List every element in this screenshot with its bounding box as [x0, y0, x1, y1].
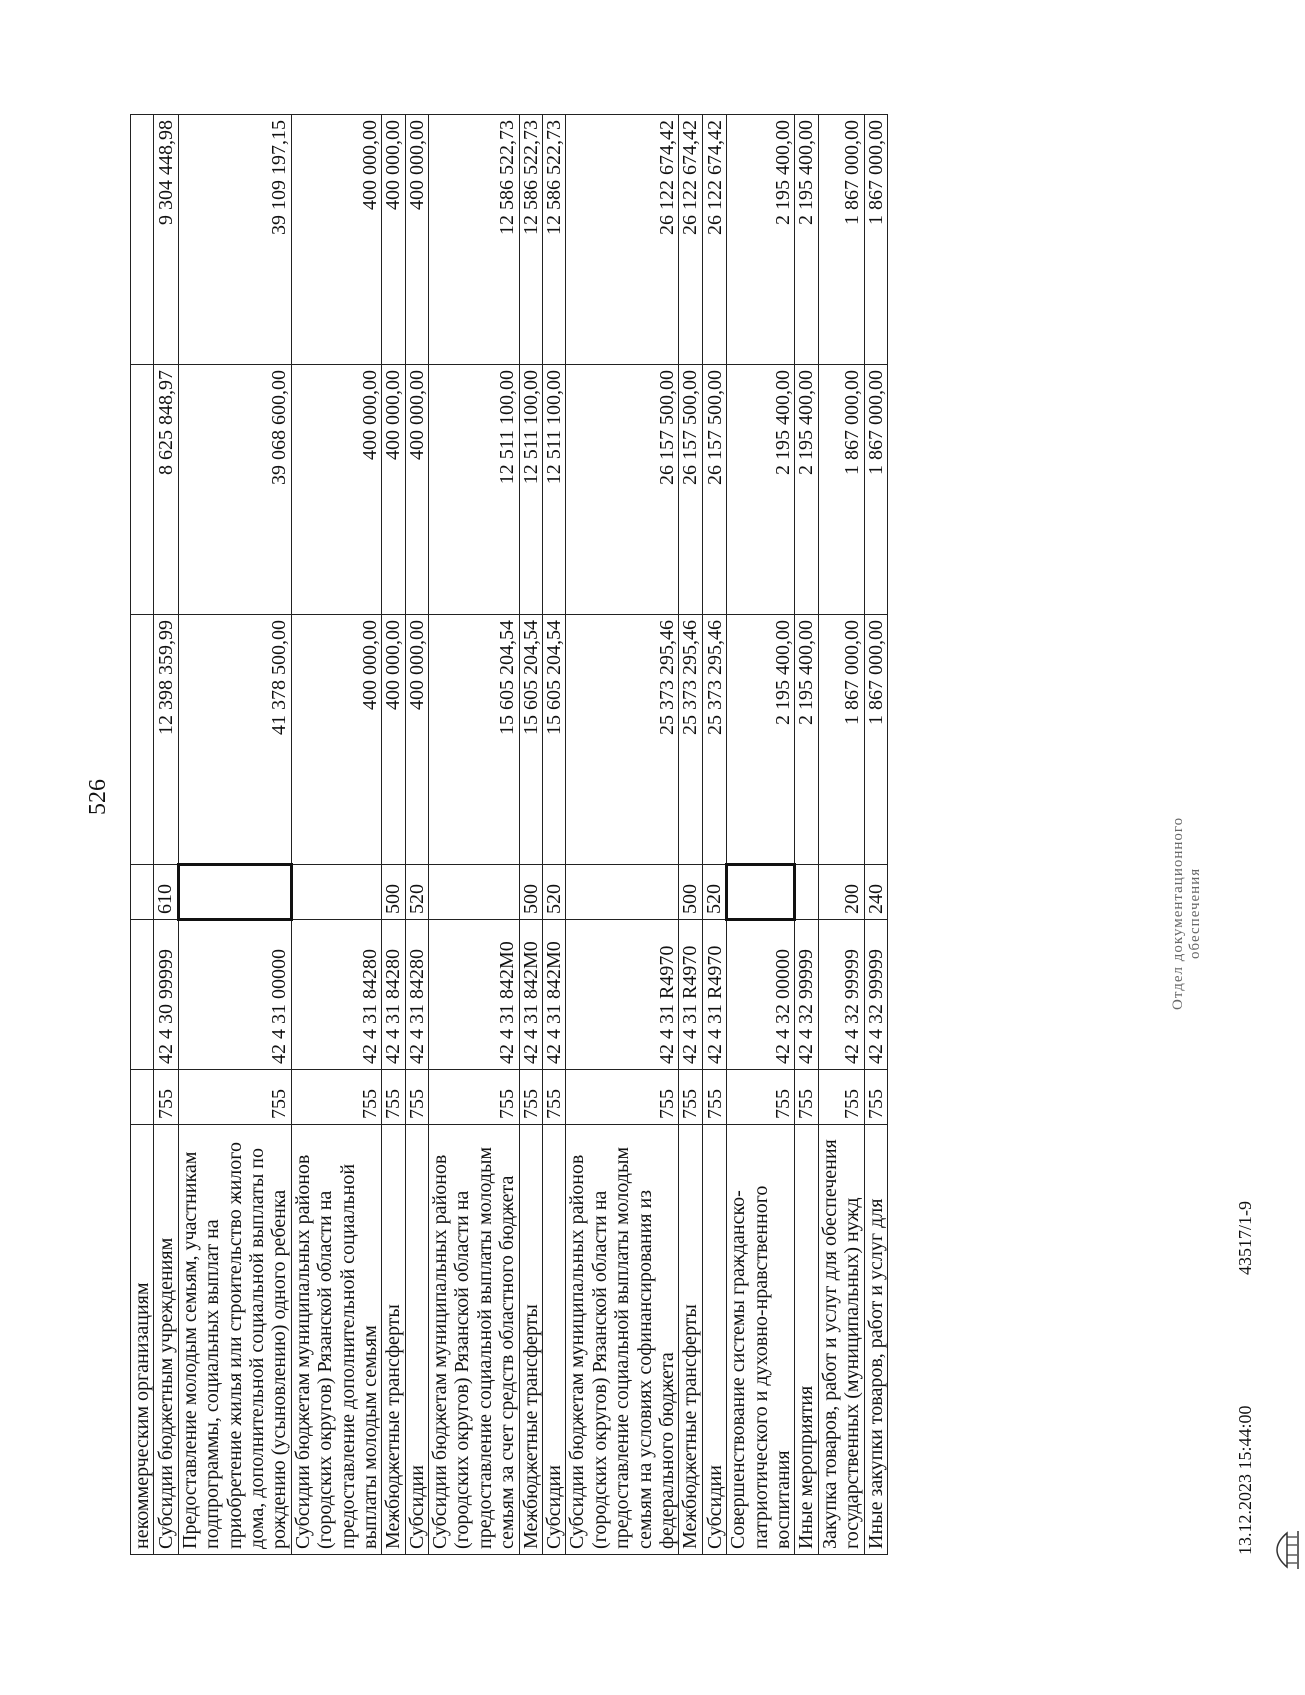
- row-amount-year3: 26 122 674,42: [679, 115, 702, 365]
- row-vr: [795, 865, 818, 920]
- row-vr: [429, 865, 520, 920]
- row-amount-year3: 1 867 000,00: [864, 115, 887, 365]
- row-ved: 755: [727, 1070, 795, 1125]
- row-amount-year2: 400 000,00: [291, 365, 382, 615]
- row-vr: [178, 865, 291, 920]
- table-row: [818, 115, 864, 1555]
- row-amount-year1: 400 000,00: [291, 615, 382, 865]
- row-name: Закупка товаров, работ и услуг для обеспечения государственных (муниципальных) нужд: [818, 1125, 864, 1555]
- row-ved: 755: [543, 1070, 566, 1125]
- department-stamp: Отдел документационного обеспечения: [1170, 816, 1203, 1010]
- table-row: [864, 115, 887, 1555]
- row-csr: 42 4 32 99999: [795, 920, 818, 1070]
- row-csr: 42 4 32 99999: [864, 920, 887, 1070]
- table-row: [131, 115, 154, 1555]
- table-row: [382, 115, 405, 1555]
- row-vr: 610: [154, 865, 178, 920]
- row-amount-year3: 1 867 000,00: [818, 115, 864, 365]
- row-amount-year1: 15 605 204,54: [543, 615, 566, 865]
- row-amount-year3: 26 122 674,42: [566, 115, 679, 365]
- document-code: 43517/1-9: [1235, 1201, 1255, 1275]
- row-csr: 42 4 31 842М0: [543, 920, 566, 1070]
- row-amount-year1: 25 373 295,46: [702, 615, 726, 865]
- row-amount-year2: 1 867 000,00: [818, 365, 864, 615]
- row-amount-year2: [131, 365, 154, 615]
- row-amount-year3: 12 586 522,73: [519, 115, 542, 365]
- row-name: Субсидии бюджетам муниципальных районов (городских округов) Рязанской области на предоставление социальной выплаты молодым семьям на условиях софинансирования из федерального бюджета: [566, 1125, 679, 1555]
- row-name: Субсидии бюджетам муниципальных районов (городских округов) Рязанской области на предоставление социальной выплаты молодым семьям за счет средств областного бюджета: [429, 1125, 520, 1555]
- row-amount-year3: 12 586 522,73: [429, 115, 520, 365]
- row-vr: 240: [864, 865, 887, 920]
- row-amount-year2: 1 867 000,00: [864, 365, 887, 615]
- row-amount-year3: 26 122 674,42: [702, 115, 726, 365]
- row-vr: 520: [702, 865, 726, 920]
- row-amount-year1: 41 378 500,00: [178, 615, 291, 865]
- row-vr: [291, 865, 382, 920]
- row-csr: 42 4 31 842М0: [519, 920, 542, 1070]
- row-amount-year3: 39 109 197,15: [178, 115, 291, 365]
- table-row: [405, 115, 428, 1555]
- row-amount-year2: 2 195 400,00: [727, 365, 795, 615]
- row-ved: 755: [291, 1070, 382, 1125]
- table-row: [154, 115, 178, 1555]
- table-row: [795, 115, 818, 1555]
- row-amount-year1: 2 195 400,00: [795, 615, 818, 865]
- row-ved: 755: [679, 1070, 702, 1125]
- row-amount-year2: 12 511 100,00: [543, 365, 566, 615]
- row-ved: 755: [382, 1070, 405, 1125]
- row-name: Предоставление молодым семьям, участникам подпрограммы, социальных выплат на приобретение жилья или строительство жилого дома, дополнительной социальной выплаты по рождению (усыновлению) одного ребенка: [178, 1125, 291, 1555]
- row-amount-year1: 1 867 000,00: [818, 615, 864, 865]
- row-csr: 42 4 31 R4970: [679, 920, 702, 1070]
- row-csr: 42 4 31 84280: [291, 920, 382, 1070]
- row-amount-year2: 12 511 100,00: [429, 365, 520, 615]
- row-amount-year3: 12 586 522,73: [543, 115, 566, 365]
- row-vr: 520: [543, 865, 566, 920]
- row-name: Иные закупки товаров, работ и услуг для: [864, 1125, 887, 1555]
- row-name: Иные мероприятия: [795, 1125, 818, 1555]
- row-ved: 755: [178, 1070, 291, 1125]
- row-vr: [566, 865, 679, 920]
- table-row: [566, 115, 679, 1555]
- row-name: Субсидии бюджетам муниципальных районов (городских округов) Рязанской области на предоставление дополнительной социальной выплаты молодым семьям: [291, 1125, 382, 1555]
- table-row: [727, 115, 795, 1555]
- row-csr: 42 4 31 R4970: [702, 920, 726, 1070]
- row-amount-year2: 400 000,00: [405, 365, 428, 615]
- row-amount-year2: 400 000,00: [382, 365, 405, 615]
- row-ved: 755: [818, 1070, 864, 1125]
- row-amount-year2: 39 068 600,00: [178, 365, 291, 615]
- row-amount-year1: 15 605 204,54: [429, 615, 520, 865]
- row-name: Межбюджетные трансферты: [382, 1125, 405, 1555]
- timestamp: 13.12.2023 15:44:00: [1235, 1405, 1255, 1555]
- row-csr: 42 4 31 84280: [382, 920, 405, 1070]
- row-csr: 42 4 32 00000: [727, 920, 795, 1070]
- row-vr: [727, 865, 795, 920]
- row-csr: 42 4 31 84280: [405, 920, 428, 1070]
- table-row: [178, 115, 291, 1555]
- row-amount-year1: 25 373 295,46: [566, 615, 679, 865]
- table-row: [519, 115, 542, 1555]
- row-amount-year2: 2 195 400,00: [795, 365, 818, 615]
- row-vr: 500: [382, 865, 405, 920]
- row-csr: 42 4 31 R4970: [566, 920, 679, 1070]
- row-ved: 755: [429, 1070, 520, 1125]
- table-row: [429, 115, 520, 1555]
- row-ved: 755: [795, 1070, 818, 1125]
- row-amount-year3: 2 195 400,00: [795, 115, 818, 365]
- row-name: некоммерческим организациям: [131, 1125, 154, 1555]
- row-ved: 755: [519, 1070, 542, 1125]
- row-csr: [131, 920, 154, 1070]
- row-vr: 500: [679, 865, 702, 920]
- row-ved: 755: [405, 1070, 428, 1125]
- row-amount-year3: 400 000,00: [405, 115, 428, 365]
- row-name: Совершенствование системы гражданско-патриотического и духовно-нравственного воспитания: [727, 1125, 795, 1555]
- row-amount-year1: 12 398 359,99: [154, 615, 178, 865]
- row-amount-year2: 26 157 500,00: [566, 365, 679, 615]
- row-amount-year1: 400 000,00: [382, 615, 405, 865]
- row-amount-year3: 9 304 448,98: [154, 115, 178, 365]
- row-vr: 200: [818, 865, 864, 920]
- row-ved: 755: [702, 1070, 726, 1125]
- table-row: [702, 115, 726, 1555]
- row-name: Межбюджетные трансферты: [679, 1125, 702, 1555]
- row-csr: 42 4 30 99999: [154, 920, 178, 1070]
- row-amount-year1: [131, 615, 154, 865]
- row-name: Субсидии бюджетным учреждениям: [154, 1125, 178, 1555]
- row-amount-year3: 2 195 400,00: [727, 115, 795, 365]
- row-vr: 500: [519, 865, 542, 920]
- row-ved: [131, 1070, 154, 1125]
- rotated-page-content: [130, 115, 1255, 1555]
- table-row: [679, 115, 702, 1555]
- row-name: Субсидии: [543, 1125, 566, 1555]
- row-amount-year1: 400 000,00: [405, 615, 428, 865]
- row-vr: [131, 865, 154, 920]
- budget-table: [130, 114, 888, 1555]
- row-csr: 42 4 31 842М0: [429, 920, 520, 1070]
- duma-logo-icon: [1265, 1525, 1305, 1575]
- row-amount-year3: 400 000,00: [291, 115, 382, 365]
- row-amount-year2: 26 157 500,00: [679, 365, 702, 615]
- row-amount-year3: 400 000,00: [382, 115, 405, 365]
- row-amount-year1: 15 605 204,54: [519, 615, 542, 865]
- row-ved: 755: [864, 1070, 887, 1125]
- row-name: Межбюджетные трансферты: [519, 1125, 542, 1555]
- table-row: [291, 115, 382, 1555]
- table-row: [543, 115, 566, 1555]
- row-vr: 520: [405, 865, 428, 920]
- row-amount-year1: 1 867 000,00: [864, 615, 887, 865]
- row-amount-year2: 26 157 500,00: [702, 365, 726, 615]
- row-csr: 42 4 32 99999: [818, 920, 864, 1070]
- row-amount-year2: 12 511 100,00: [519, 365, 542, 615]
- page-number: 526: [85, 779, 111, 815]
- row-amount-year1: 25 373 295,46: [679, 615, 702, 865]
- row-name: Субсидии: [405, 1125, 428, 1555]
- row-csr: 42 4 31 00000: [178, 920, 291, 1070]
- row-name: Субсидии: [702, 1125, 726, 1555]
- row-amount-year3: [131, 115, 154, 365]
- row-ved: 755: [566, 1070, 679, 1125]
- row-ved: 755: [154, 1070, 178, 1125]
- row-amount-year2: 8 625 848,97: [154, 365, 178, 615]
- row-amount-year1: 2 195 400,00: [727, 615, 795, 865]
